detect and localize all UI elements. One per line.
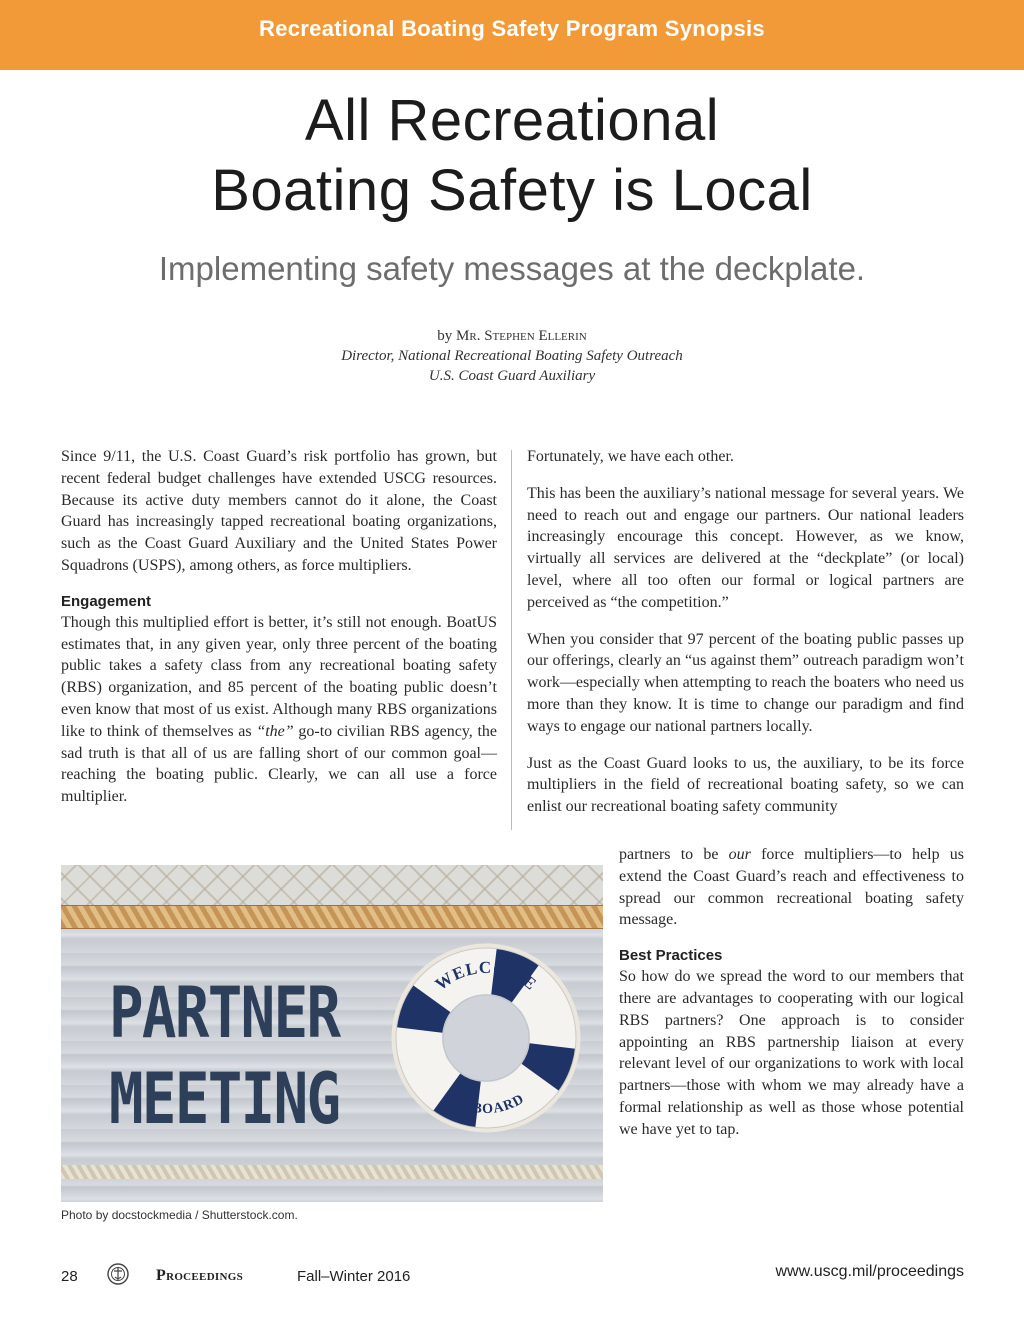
title-line-2: Boating Safety is Local (211, 158, 813, 223)
photo-text-line-2: MEETING (109, 1058, 340, 1140)
author-role: Director, National Recreational Boating Safety Outreach (341, 348, 683, 364)
right-paragraph-4: Just as the Coast Guard looks to us, the auxiliary, to be its force multipliers in the field of recreational boating safety, so we can enlist our recreational boating safety community (527, 754, 964, 816)
rope-top (61, 905, 603, 929)
right-paragraph-2: This has been the auxiliary’s national message for several years. We need to reach out and engage our partners. Our national leaders increasingly encourage this concept. However, as we know, virtually all services are delivered at the “deckplate” (or local) level, where all too often our formal or logical partners are perceived as “the competition.” (527, 484, 964, 611)
buoy-top-text: WELCOME (431, 957, 541, 995)
engagement-paragraph (61, 612, 497, 808)
issue-date: Fall–Winter 2016 (297, 1268, 411, 1285)
buoy-bottom-text: ON BOARD (444, 1091, 528, 1118)
best-practices-paragraph: So how do we spread the word to our members that there are advantages to cooperating with our logical RBS partners? One approach is to consider appointing an RBS partnership liaison at every relevant level of our organizations to work with local partners—those with whom we may already have a formal relationship as well as those whose potential we have yet to tap. (619, 968, 964, 1138)
engagement-heading: Engagement (61, 592, 152, 610)
footer-url[interactable]: www.uscg.mil/proceedings (775, 1263, 964, 1280)
right-paragraph-3: When you consider that 97 percent of the boating public passes up our offerings, clearly an “us against them” outreach paradigm won’t work—especially when attempting to reach the boaters who need us more than they know. It is time to change our paradigm and find ways to engage our national partners locally. (527, 630, 964, 735)
byline-prefix: by (437, 328, 453, 344)
cont-text-a: partners to be (619, 846, 719, 863)
engagement-text-end: go-to civilian RBS agency, the sad truth is that all of us are falling short of our common goal—reaching the boating public. Clearly, we can all use a force multiplier. (61, 722, 498, 806)
right-column (527, 446, 964, 818)
engagement-emphasis: “the” (256, 722, 294, 740)
right-paragraph-4-cont (619, 844, 964, 931)
author-org: U.S. Coast Guard Auxiliary (428, 368, 596, 384)
photo-caption: Photo by docstockmedia / Shutterstock.com. (61, 1208, 298, 1222)
column-divider (511, 450, 512, 830)
partner-meeting-photo (61, 865, 603, 1202)
rope-bottom (61, 1165, 603, 1179)
article-title (0, 86, 1024, 226)
left-column (61, 446, 497, 823)
article-subtitle: Implementing safety messages at the deckplate. (158, 250, 866, 287)
right-column-lower (619, 844, 964, 1156)
cont-text-b: force multipliers—to help us extend the Coast Guard’s reach and effectiveness to spread our common recreational boating safety message. (619, 846, 965, 929)
cont-emphasis: our (728, 846, 751, 863)
byline (0, 326, 1024, 386)
intro-paragraph: Since 9/11, the U.S. Coast Guard’s risk portfolio has grown, but recent federal budget challenges have extended USCG resources. Because its active duty members cannot do it alone, the Coast Guard has increasingly tapped recreational boating organizations, such as the Coast Guard Auxiliary and the United States Power Squadrons (USPS), among others, as force multipliers. (61, 448, 497, 574)
life-ring-icon (386, 933, 586, 1138)
page-number: 28 (61, 1268, 78, 1285)
right-paragraph-1: Fortunately, we have each other. (527, 448, 734, 465)
title-line-1: All Recreational (304, 88, 720, 153)
publication-name: Proceedings (156, 1267, 244, 1284)
author-name: Mr. Stephen Ellerin (456, 328, 587, 344)
best-practices-heading: Best Practices (619, 947, 723, 965)
section-banner (0, 0, 1024, 70)
photo-headline (109, 970, 339, 1142)
banner-title: Recreational Boating Safety Program Synopsis (259, 16, 765, 41)
engagement-text: Though this multiplied effort is better, it’s still not enough. BoatUS estimates that, in any given year, only three percent of the boating public takes a safety class from any recreational boating safety (RBS) organization, and 85 percent of the boating public doesn’t even know that most of us exist. Although many RBS organizations like to think of themselves as (61, 613, 497, 740)
page-footer (61, 1262, 964, 1288)
coast-guard-seal-icon (107, 1263, 129, 1285)
photo-text-line-1: PARTNER (109, 972, 340, 1054)
